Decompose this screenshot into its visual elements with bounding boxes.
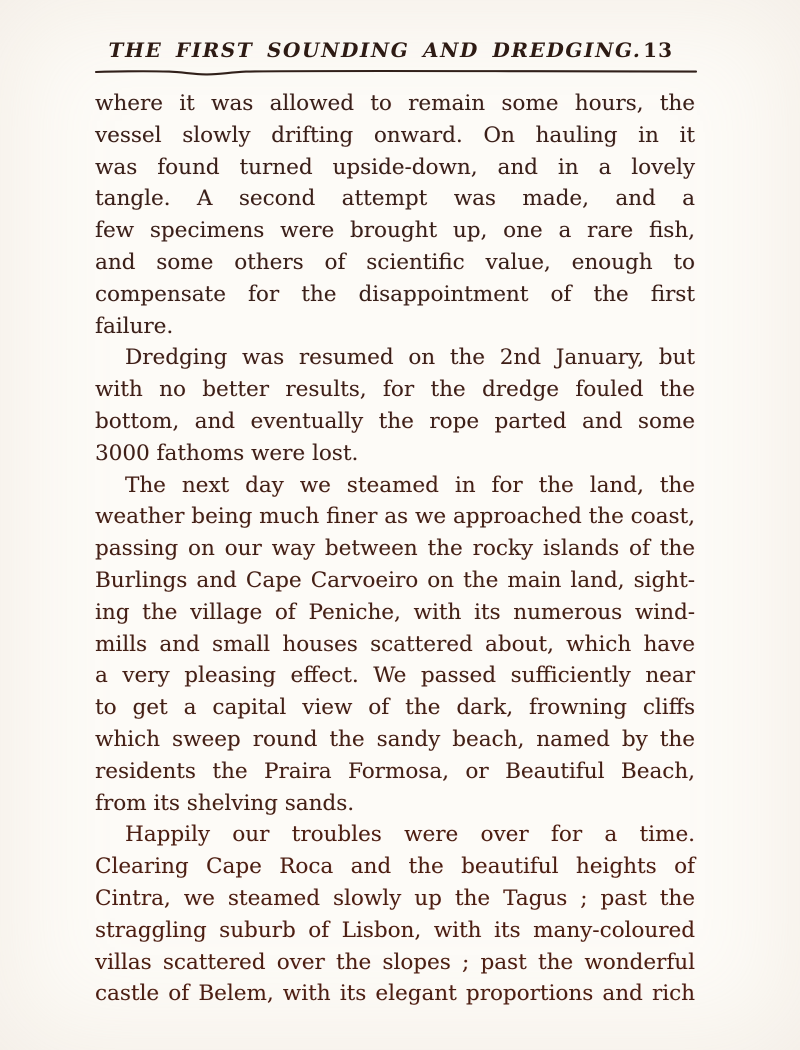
text-line: residents the Praira Formosa, or Beautiful Beach,: [95, 758, 695, 784]
text-line: with no better results, for the dredge fouled the: [95, 377, 695, 403]
text-line: few specimens were brought up, one a rare fish,: [95, 218, 695, 244]
text-line: Cintra, we steamed slowly up the Tagus ; past the: [95, 885, 695, 911]
text-line: ing the village of Peniche, with its numerous wind-: [95, 599, 695, 625]
page-number: 13: [643, 38, 673, 62]
header-rule: [94, 66, 698, 78]
text-line: villas scattered over the slopes ; past the wonderful: [95, 949, 695, 975]
text-line: straggling suburb of Lisbon, with its many-coloured: [95, 917, 695, 943]
text-line: Happily our troubles were over for a time.: [125, 822, 695, 848]
body-text: [95, 88, 695, 1010]
running-head: [95, 38, 695, 68]
text-line: tangle. A second attempt was made, and a: [95, 186, 695, 212]
text-line: 3000 fathoms were lost.: [95, 440, 359, 466]
header-rule-line: [96, 71, 696, 74]
text-line: to get a capital view of the dark, frowning cliffs: [95, 695, 695, 721]
text-line: castle of Belem, with its elegant proportions and rich: [95, 981, 695, 1007]
text-line: and some others of scientific value, enough to: [95, 249, 695, 275]
text-line: Burlings and Cape Carvoeiro on the main land, sight-: [95, 567, 695, 593]
text-line: from its shelving sands.: [95, 790, 355, 816]
text-line: weather being much finer as we approached the coast,: [95, 504, 695, 530]
text-line: Clearing Cape Roca and the beautiful heights of: [95, 854, 695, 880]
text-line: bottom, and eventually the rope parted and some: [95, 408, 695, 434]
text-line: compensate for the disappointment of the first: [95, 281, 695, 307]
text-line: passing on our way between the rocky islands of the: [95, 536, 695, 562]
text-line: mills and small houses scattered about, which have: [95, 631, 695, 657]
text-line: a very pleasing effect. We passed sufficiently near: [95, 663, 695, 689]
text-line: was found turned upside-down, and in a lovely: [95, 154, 695, 180]
text-line: vessel slowly drifting onward. On hauling in it: [95, 122, 695, 148]
text-line: Dredging was resumed on the 2nd January, but: [125, 345, 695, 371]
running-title: THE FIRST SOUNDING AND DREDGING.: [108, 38, 642, 62]
text-line: failure.: [95, 313, 174, 339]
text-line: The next day we steamed in for the land, the: [125, 472, 695, 498]
text-line: which sweep round the sandy beach, named by the: [95, 726, 695, 752]
text-line: where it was allowed to remain some hours, the: [95, 91, 695, 116]
